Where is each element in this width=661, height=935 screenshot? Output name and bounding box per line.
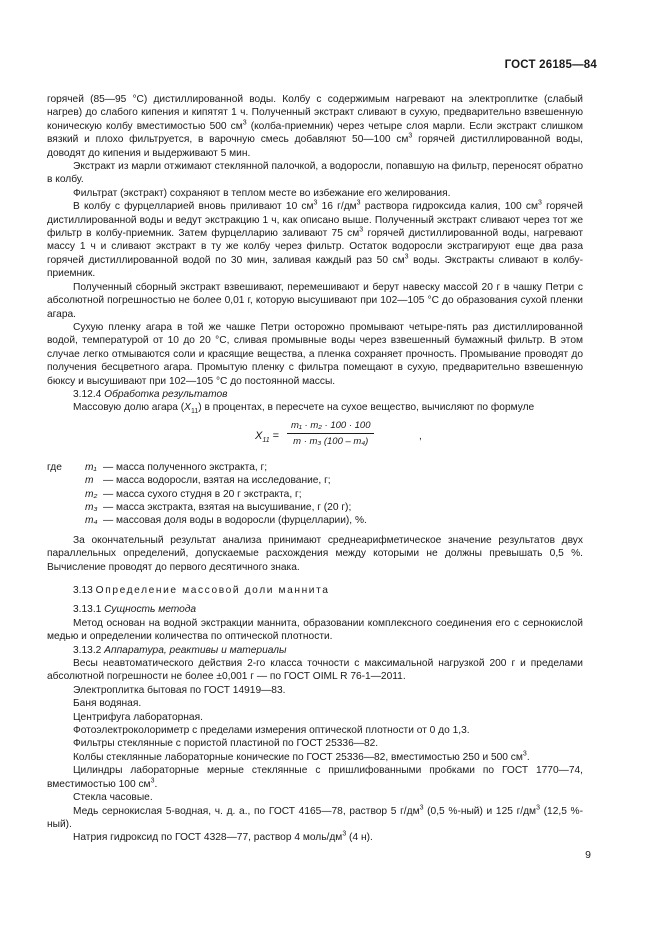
formula-comma: , bbox=[419, 430, 422, 442]
list-item: Весы неавтоматического действия 2-го класса точности с максимальной нагрузкой 200 г и пределами абсолютной погрешности не более ±0,001 г — по ГОСТ OIML R 76-1—2011. bbox=[47, 658, 583, 683]
document-body bbox=[47, 93, 583, 845]
list-item: Фильтры стеклянные с пористой пластиной по ГОСТ 25336—82. bbox=[73, 738, 379, 750]
definition-row: m₄ — массовая доля воды в водоросли (фурцелларии), %. bbox=[85, 515, 367, 527]
paragraph: Массовую долю агара $(X_{11})$ в процентах, в пересчете на сухое вещество, вычисляют по формуле bbox=[73, 402, 535, 416]
section-heading-3-13: 3.13 Определение массовой доли маннита bbox=[73, 585, 330, 596]
list-item: Цилиндры лабораторные мерные стеклянные с пришлифованными пробками по ГОСТ 1770—74, вместимостью 100 $см^3$. bbox=[47, 765, 583, 790]
list-item: Электроплитка бытовая по ГОСТ 14919—83. bbox=[73, 684, 286, 696]
formula-fraction bbox=[287, 419, 374, 449]
section-heading-3-13-1: 3.13.1 Сущность метода bbox=[73, 604, 197, 616]
definition-row: m₂ — масса сухого студня в 20 г экстракта, г; bbox=[85, 488, 302, 500]
section-heading-3-13-2: 3.13.2 Аппаратура, реактивы и материалы bbox=[73, 644, 287, 656]
paragraph: В колбу с фурцелларией вновь приливают 10 $см^3$ 16 $г/дм^3$ раствора гидроксида калия, 100 $см^3$ горячей дистиллированной воды и ведут экстракцию 1 ч, как описано выше. Полученный экстракт сливают через тот же фильтр в колбу-приемник. Затем фурцелларию заливают 75 $см^3$ горячей дистиллированной воды, нагревают массу 1 ч и сливают экстракт в ту же колбу через фильтр. Остаток водоросли экстрагируют еще два раза горячей дистиллированной водой по 30 мин, заливая каждый раз 50 $см^3$ воды. Экстракты сливают в колбу-приемник. bbox=[47, 199, 584, 280]
document-header: ГОСТ 26185—84 bbox=[504, 59, 597, 71]
definition-row: m₃ — масса экстракта, взятая на высушивание, г (20 г); bbox=[85, 501, 352, 513]
formula-lhs: $X_{11}$ = bbox=[255, 429, 280, 444]
list-item: Медь сернокислая 5-водная, ч. д. а., по ГОСТ 4165—78, раствор 5 $г/дм^3$ (0,5 %-ный) и 125 $г/дм^3$ (12,5 %-ный). bbox=[47, 804, 583, 830]
list-item: Натрия гидроксид по ГОСТ 4328—77, раствор 4 моль/$дм^3$ (4 н). bbox=[73, 830, 373, 844]
page-number: 9 bbox=[585, 849, 591, 861]
section-heading-3-12-4: 3.12.4 Обработка результатов bbox=[73, 388, 228, 400]
paragraph: Фильтрат (экстракт) сохраняют в теплом месте во избежание его желирования. bbox=[73, 187, 451, 199]
formula-numerator: m₁ · m₂ · 100 · 100 bbox=[287, 419, 374, 434]
definition-row: m — масса водоросли, взятая на исследование, г; bbox=[85, 475, 331, 487]
variable-definitions bbox=[47, 461, 583, 528]
list-item: Фотоэлектроколориметр с пределами измерения оптической плотности от 0 до 1,3. bbox=[73, 725, 470, 737]
paragraph: Полученный сборный экстракт взвешивают, перемешивают и берут навеску массой 20 г в чашку Петри с абсолютной погрешностью не более 0,01 г, которую высушивают при 102—105 °С до образования сухой пленки агара. bbox=[47, 281, 583, 320]
formula-x11 bbox=[47, 417, 583, 457]
paragraph: Сухую пленку агара в той же чашке Петри осторожно промывают четыре-пять раз дистиллированной водой, температурой от 10 до 20 °С, сливая промывные воды через взвешенный бумажный фильтр. В этом случае легко отмываются соли и красящие вещества, а пленка сохраняет прочность. Промывание проводят до получения бесцветного агара. Промытую пленку с фильтра помещают в сухую, предварительно взвешенную бюксу и высушивают при 102—105 °С до постоянной массы. bbox=[47, 321, 583, 387]
paragraph: Экстракт из марли отжимают стеклянной палочкой, а водоросли, попавшую на фильтр, переносят обратно в колбу. bbox=[47, 161, 583, 186]
definition-row: где m₁ — масса полученного экстракта, г; bbox=[47, 461, 268, 473]
list-item: Центрифуга лабораторная. bbox=[73, 711, 203, 723]
formula-denominator: m · m₃ (100 – m₄) bbox=[293, 436, 369, 448]
list-item: Баня водяная. bbox=[73, 698, 142, 710]
paragraph: горячей (85—95 °С) дистиллированной воды. Колбу с содержимым нагревают на электроплитке (слабый нагрев) до слабого кипения и кипятят 1 ч. Полученный экстракт сливают в сухую, предварительно взвешенную коническую колбу вместимостью 500 $см^3$ (колба-приемник) через четыре слоя марли. Если экстракт слишком вязкий и плохо фильтруется, в варочную смесь добавляют 50—100 $см^3$ горячей дистиллированной воды, доводят до кипения и выдерживают 5 мин. bbox=[47, 94, 583, 159]
paragraph: За окончательный результат анализа принимают среднеарифметическое значение результатов двух параллельных определений, допускаемые расхождения между которыми не должны превышать 0,5 %. Вычисление проводят до первого десятичного знака. bbox=[47, 534, 583, 573]
list-item: Стекла часовые. bbox=[73, 792, 153, 804]
list-item: Колбы стеклянные лабораторные конические по ГОСТ 25336—82, вместимостью 250 и 500 $см^3$. bbox=[73, 750, 530, 763]
paragraph: Метод основан на водной экстракции маннита, образовании комплексного соединения его с сернокислой медью и определении количества по оптической плотности. bbox=[47, 617, 583, 643]
